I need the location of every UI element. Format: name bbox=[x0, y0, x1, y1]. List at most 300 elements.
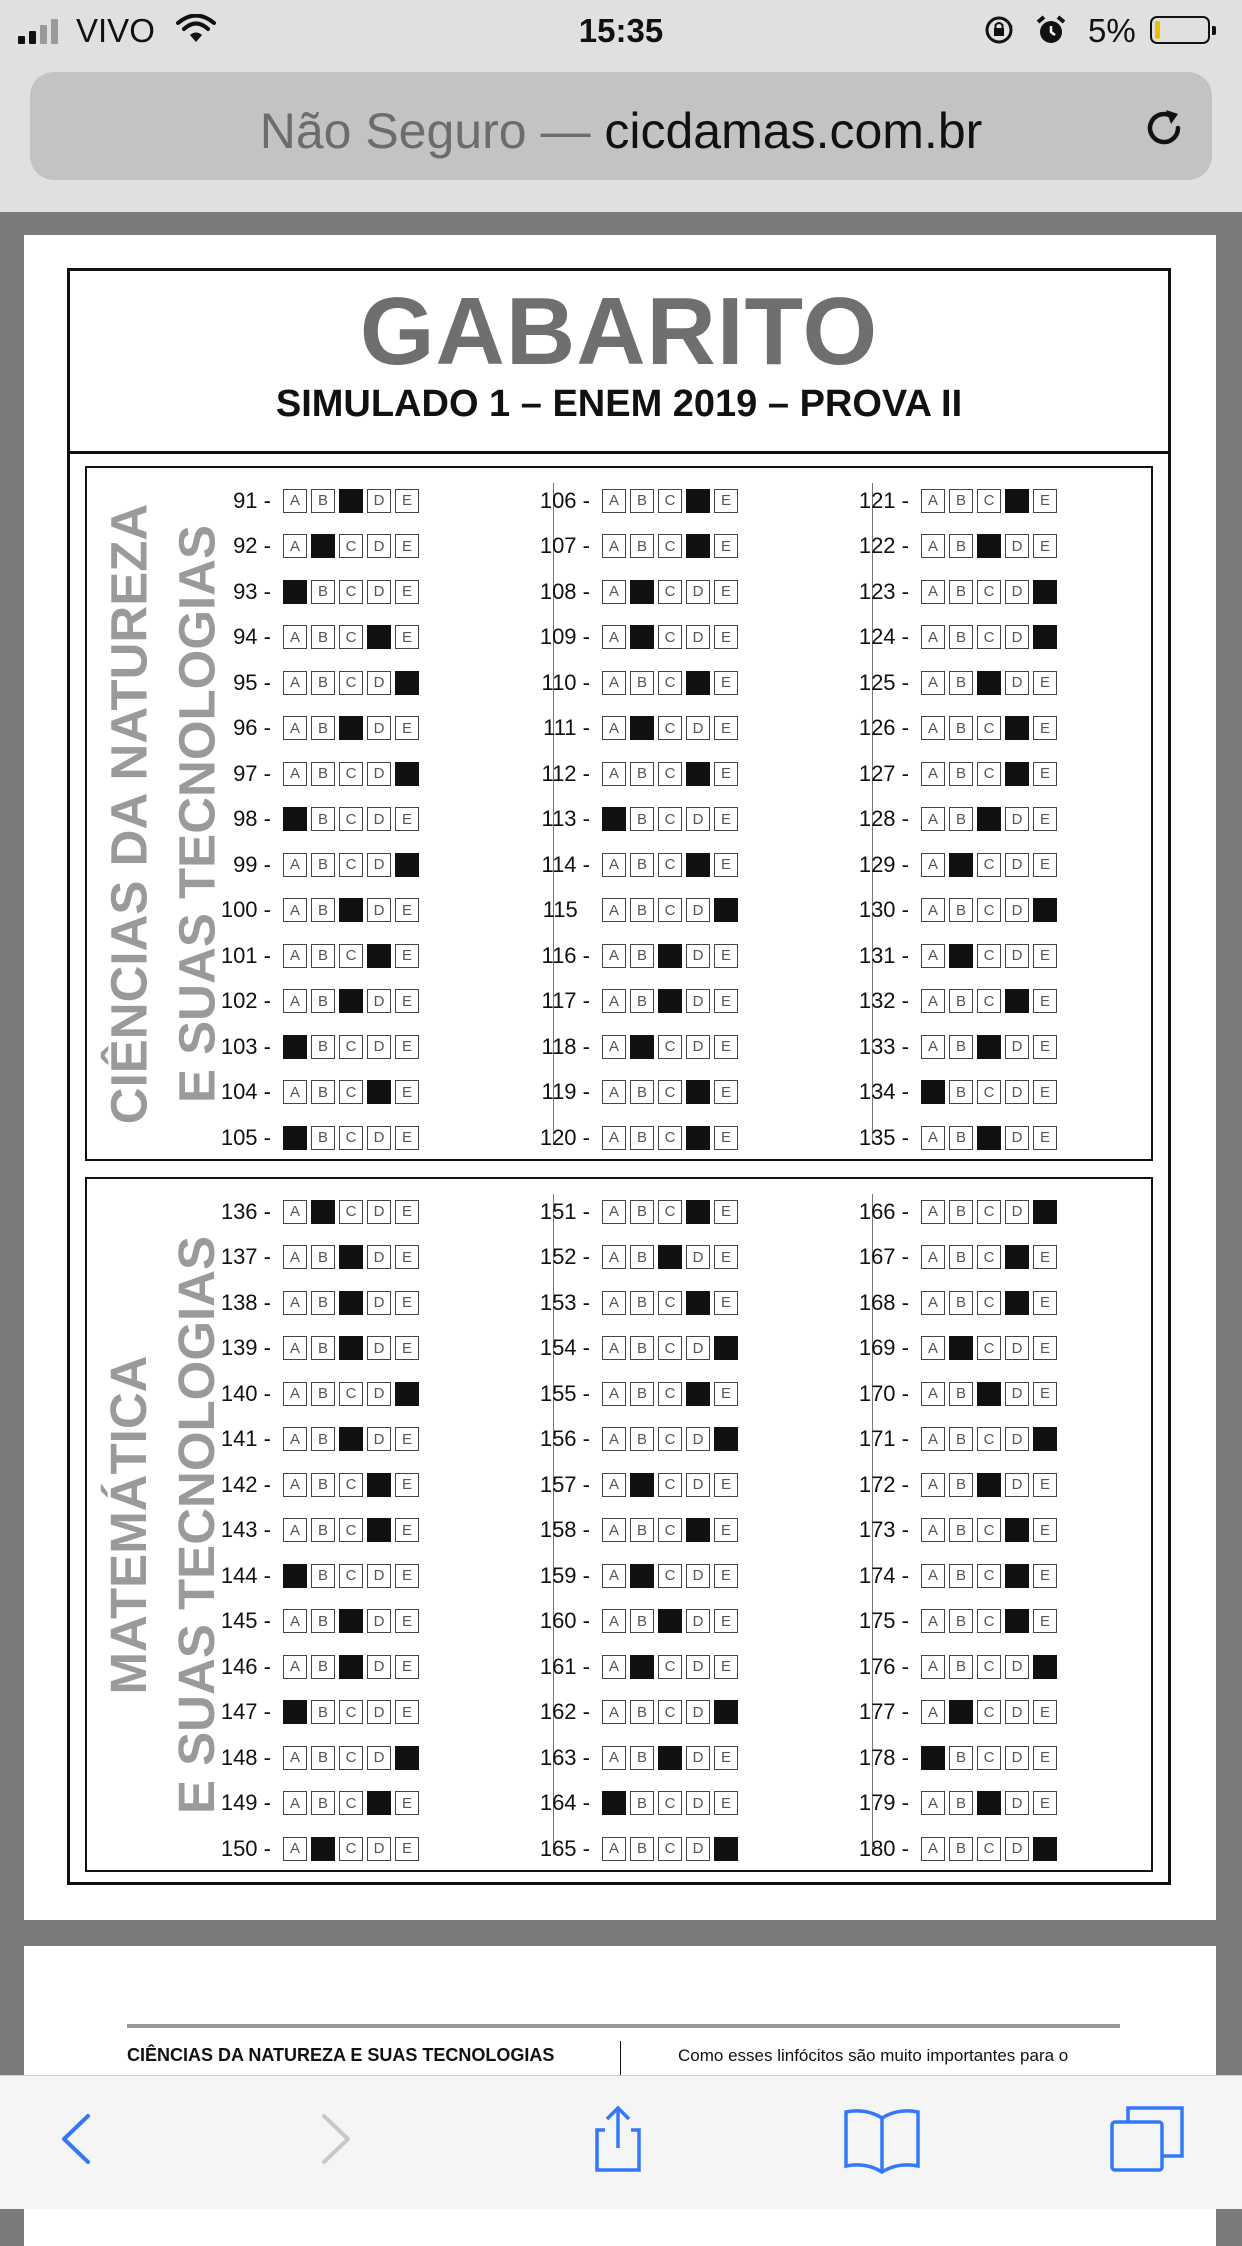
option-box-c bbox=[339, 1291, 363, 1315]
answer-row bbox=[526, 933, 826, 979]
option-box-e: E bbox=[395, 989, 419, 1013]
bookmarks-icon[interactable] bbox=[842, 2104, 922, 2174]
option-box-a: A bbox=[283, 1746, 307, 1770]
option-box-a: A bbox=[921, 1473, 945, 1497]
question-number: 93 - bbox=[207, 579, 271, 605]
document-page bbox=[24, 235, 1216, 1920]
section-natural-sciences bbox=[85, 466, 1153, 1161]
option-box-c: C bbox=[977, 580, 1001, 604]
option-box-a: A bbox=[602, 1382, 626, 1406]
option-box-d: D bbox=[1005, 1473, 1029, 1497]
option-box-b: B bbox=[311, 1291, 335, 1315]
answer-row bbox=[845, 524, 1145, 570]
option-box-a: A bbox=[921, 1427, 945, 1451]
option-box-c bbox=[977, 1126, 1001, 1150]
option-box-d bbox=[367, 625, 391, 649]
option-box-b bbox=[949, 1700, 973, 1724]
option-box-e: E bbox=[1033, 762, 1057, 786]
question-number: 108 - bbox=[526, 579, 590, 605]
answer-row bbox=[207, 569, 507, 615]
option-box-a: A bbox=[921, 1336, 945, 1360]
option-box-e: E bbox=[714, 989, 738, 1013]
tabs-icon[interactable] bbox=[1108, 2104, 1188, 2174]
answer-row bbox=[845, 933, 1145, 979]
option-box-e: E bbox=[1033, 1336, 1057, 1360]
question-number: 147 - bbox=[207, 1699, 271, 1725]
option-box-a: A bbox=[921, 1700, 945, 1724]
option-box-b: B bbox=[630, 1746, 654, 1770]
option-box-d bbox=[686, 1126, 710, 1150]
question-number: 125 - bbox=[845, 670, 909, 696]
option-box-c: C bbox=[658, 534, 682, 558]
option-box-d: D bbox=[367, 1035, 391, 1059]
option-box-c: C bbox=[339, 671, 363, 695]
option-box-a: A bbox=[921, 944, 945, 968]
option-box-a: A bbox=[602, 762, 626, 786]
option-box-d bbox=[1005, 1518, 1029, 1542]
option-box-a bbox=[283, 1035, 307, 1059]
option-box-b bbox=[630, 1473, 654, 1497]
question-column bbox=[207, 478, 507, 1161]
question-number: 94 - bbox=[207, 624, 271, 650]
option-box-a: A bbox=[283, 1655, 307, 1679]
option-box-a bbox=[283, 1126, 307, 1150]
option-box-a: A bbox=[921, 807, 945, 831]
option-box-b: B bbox=[630, 944, 654, 968]
answer-row bbox=[526, 1781, 826, 1827]
question-number: 135 - bbox=[845, 1125, 909, 1151]
option-box-d: D bbox=[686, 1837, 710, 1861]
option-box-b: B bbox=[630, 989, 654, 1013]
option-box-e: E bbox=[395, 716, 419, 740]
option-box-c: C bbox=[339, 1564, 363, 1588]
reload-icon[interactable] bbox=[1138, 102, 1190, 154]
option-box-a bbox=[602, 1791, 626, 1815]
option-box-d: D bbox=[686, 1336, 710, 1360]
answer-row bbox=[526, 706, 826, 752]
option-box-d: D bbox=[686, 989, 710, 1013]
option-box-d: D bbox=[367, 1564, 391, 1588]
option-box-e: E bbox=[395, 1609, 419, 1633]
answer-row bbox=[845, 1599, 1145, 1645]
option-box-a: A bbox=[283, 1837, 307, 1861]
address-bar[interactable] bbox=[30, 72, 1212, 180]
option-box-b: B bbox=[949, 1791, 973, 1815]
option-box-d: D bbox=[367, 1837, 391, 1861]
option-box-c: C bbox=[658, 1518, 682, 1542]
sheet-title: GABARITO bbox=[359, 278, 879, 385]
option-box-b: B bbox=[311, 1609, 335, 1633]
option-box-c: C bbox=[339, 1382, 363, 1406]
option-box-d: D bbox=[367, 1382, 391, 1406]
option-box-b: B bbox=[630, 1336, 654, 1360]
option-box-c bbox=[658, 944, 682, 968]
option-box-c: C bbox=[339, 625, 363, 649]
option-box-d bbox=[686, 489, 710, 513]
question-number: 117 - bbox=[526, 988, 590, 1014]
option-box-a: A bbox=[283, 1473, 307, 1497]
option-box-b bbox=[311, 1200, 335, 1224]
option-box-c: C bbox=[658, 1080, 682, 1104]
option-box-e: E bbox=[714, 944, 738, 968]
question-number: 96 - bbox=[207, 715, 271, 741]
option-box-a: A bbox=[921, 534, 945, 558]
option-box-c: C bbox=[658, 489, 682, 513]
question-number: 167 - bbox=[845, 1244, 909, 1270]
question-number: 171 - bbox=[845, 1426, 909, 1452]
option-box-c bbox=[339, 989, 363, 1013]
option-box-c bbox=[977, 1791, 1001, 1815]
option-box-d: D bbox=[1005, 1837, 1029, 1861]
option-box-a bbox=[921, 1080, 945, 1104]
option-box-c: C bbox=[977, 1609, 1001, 1633]
option-box-a: A bbox=[921, 1035, 945, 1059]
option-box-e bbox=[714, 1336, 738, 1360]
option-box-a: A bbox=[283, 716, 307, 740]
option-box-c: C bbox=[977, 1200, 1001, 1224]
option-box-d: D bbox=[1005, 1200, 1029, 1224]
option-box-b: B bbox=[630, 1245, 654, 1269]
option-box-d bbox=[1005, 762, 1029, 786]
question-number: 104 - bbox=[207, 1079, 271, 1105]
question-number: 148 - bbox=[207, 1745, 271, 1771]
option-box-e: E bbox=[395, 1080, 419, 1104]
option-box-c: C bbox=[977, 1518, 1001, 1542]
option-box-b: B bbox=[311, 625, 335, 649]
option-box-e: E bbox=[1033, 1473, 1057, 1497]
option-box-e: E bbox=[1033, 1700, 1057, 1724]
option-box-a: A bbox=[921, 1291, 945, 1315]
option-box-b: B bbox=[949, 1473, 973, 1497]
question-number: 168 - bbox=[845, 1290, 909, 1316]
answer-row bbox=[207, 933, 507, 979]
option-box-b: B bbox=[311, 1382, 335, 1406]
option-box-d: D bbox=[1005, 1791, 1029, 1815]
option-box-b: B bbox=[949, 989, 973, 1013]
option-box-a: A bbox=[921, 1655, 945, 1679]
question-number: 140 - bbox=[207, 1381, 271, 1407]
question-number: 170 - bbox=[845, 1381, 909, 1407]
option-box-d bbox=[367, 944, 391, 968]
option-box-a: A bbox=[283, 534, 307, 558]
option-box-c: C bbox=[658, 1035, 682, 1059]
option-box-c: C bbox=[339, 807, 363, 831]
question-number: 100 - bbox=[207, 897, 271, 923]
option-box-a: A bbox=[283, 944, 307, 968]
option-box-c: C bbox=[658, 1200, 682, 1224]
option-box-c: C bbox=[977, 898, 1001, 922]
option-box-b: B bbox=[311, 1518, 335, 1542]
option-box-c: C bbox=[658, 1336, 682, 1360]
question-number: 132 - bbox=[845, 988, 909, 1014]
question-number: 143 - bbox=[207, 1517, 271, 1543]
option-box-b: B bbox=[311, 671, 335, 695]
option-box-b: B bbox=[949, 1200, 973, 1224]
question-number: 156 - bbox=[526, 1426, 590, 1452]
option-box-a bbox=[921, 1746, 945, 1770]
question-number: 155 - bbox=[526, 1381, 590, 1407]
option-box-d: D bbox=[686, 1564, 710, 1588]
question-number: 126 - bbox=[845, 715, 909, 741]
option-box-b: B bbox=[949, 1245, 973, 1269]
option-box-a: A bbox=[921, 1200, 945, 1224]
option-box-d bbox=[1005, 1245, 1029, 1269]
option-box-b: B bbox=[949, 1080, 973, 1104]
option-box-b bbox=[630, 1035, 654, 1059]
question-number: 107 - bbox=[526, 533, 590, 559]
option-box-e: E bbox=[1033, 989, 1057, 1013]
answer-row bbox=[526, 1280, 826, 1326]
browser-header bbox=[0, 62, 1242, 212]
option-box-b: B bbox=[311, 989, 335, 1013]
option-box-b: B bbox=[311, 853, 335, 877]
question-number: 161 - bbox=[526, 1654, 590, 1680]
share-icon[interactable] bbox=[583, 2104, 653, 2174]
option-box-d: D bbox=[1005, 1655, 1029, 1679]
answer-row bbox=[845, 1644, 1145, 1690]
option-box-c: C bbox=[339, 944, 363, 968]
sheet-subtitle: SIMULADO 1 – ENEM 2019 – PROVA II bbox=[275, 383, 963, 425]
option-box-c: C bbox=[658, 1126, 682, 1150]
answer-row bbox=[845, 1508, 1145, 1554]
browser-toolbar bbox=[0, 2075, 1242, 2209]
back-icon[interactable] bbox=[44, 2104, 114, 2174]
option-box-c: C bbox=[977, 1564, 1001, 1588]
option-box-c: C bbox=[339, 1837, 363, 1861]
option-box-a: A bbox=[283, 1291, 307, 1315]
option-box-d: D bbox=[1005, 534, 1029, 558]
question-number: 106 - bbox=[526, 488, 590, 514]
option-box-d: D bbox=[686, 1035, 710, 1059]
option-box-d: D bbox=[686, 1473, 710, 1497]
option-box-a: A bbox=[602, 1080, 626, 1104]
option-box-b: B bbox=[630, 1291, 654, 1315]
option-box-b: B bbox=[949, 1035, 973, 1059]
question-number: 134 - bbox=[845, 1079, 909, 1105]
question-number: 174 - bbox=[845, 1563, 909, 1589]
option-box-d: D bbox=[686, 1655, 710, 1679]
option-box-b: B bbox=[630, 671, 654, 695]
answer-row bbox=[526, 842, 826, 888]
question-number: 152 - bbox=[526, 1244, 590, 1270]
option-box-d: D bbox=[367, 1746, 391, 1770]
option-box-b: B bbox=[311, 807, 335, 831]
option-box-e: E bbox=[714, 1126, 738, 1150]
question-number: 142 - bbox=[207, 1472, 271, 1498]
question-number: 97 - bbox=[207, 761, 271, 787]
option-box-e: E bbox=[1033, 1518, 1057, 1542]
option-box-e: E bbox=[395, 489, 419, 513]
answer-row bbox=[845, 842, 1145, 888]
question-number: 175 - bbox=[845, 1608, 909, 1634]
question-number: 95 - bbox=[207, 670, 271, 696]
option-box-e: E bbox=[1033, 1126, 1057, 1150]
option-box-e: E bbox=[395, 1035, 419, 1059]
option-box-c bbox=[977, 671, 1001, 695]
option-box-e: E bbox=[1033, 1791, 1057, 1815]
option-box-d: D bbox=[686, 807, 710, 831]
option-box-e: E bbox=[714, 1291, 738, 1315]
option-box-d: D bbox=[686, 716, 710, 740]
option-box-c: C bbox=[977, 1837, 1001, 1861]
option-box-d: D bbox=[367, 1200, 391, 1224]
option-box-e: E bbox=[1033, 944, 1057, 968]
answer-row bbox=[526, 1417, 826, 1463]
option-box-d bbox=[367, 1080, 391, 1104]
option-box-b: B bbox=[949, 580, 973, 604]
option-box-a: A bbox=[602, 1564, 626, 1588]
option-box-d bbox=[686, 1080, 710, 1104]
forward-icon[interactable] bbox=[298, 2104, 368, 2174]
option-box-e: E bbox=[395, 1837, 419, 1861]
option-box-b: B bbox=[949, 1427, 973, 1451]
option-box-b: B bbox=[630, 1427, 654, 1451]
option-box-e: E bbox=[395, 625, 419, 649]
option-box-a: A bbox=[602, 625, 626, 649]
page-rule bbox=[127, 2024, 1120, 2028]
security-label: Não Seguro bbox=[259, 103, 527, 159]
answer-row bbox=[845, 1826, 1145, 1872]
option-box-a: A bbox=[921, 1791, 945, 1815]
question-column bbox=[526, 1189, 826, 1872]
option-box-d: D bbox=[367, 1700, 391, 1724]
option-box-e: E bbox=[714, 807, 738, 831]
option-box-a: A bbox=[921, 1126, 945, 1150]
option-box-c: C bbox=[658, 1564, 682, 1588]
option-box-e: E bbox=[714, 625, 738, 649]
option-box-c: C bbox=[339, 853, 363, 877]
option-box-c bbox=[339, 1609, 363, 1633]
option-box-c: C bbox=[658, 853, 682, 877]
option-box-e: E bbox=[714, 1609, 738, 1633]
option-box-a: A bbox=[602, 1746, 626, 1770]
option-box-a bbox=[283, 1564, 307, 1588]
option-box-d: D bbox=[686, 1746, 710, 1770]
option-box-b: B bbox=[630, 807, 654, 831]
option-box-e bbox=[714, 898, 738, 922]
answer-row bbox=[845, 979, 1145, 1025]
answer-row bbox=[207, 1024, 507, 1070]
option-box-a: A bbox=[283, 1382, 307, 1406]
answer-row bbox=[526, 1189, 826, 1235]
option-box-a: A bbox=[921, 1382, 945, 1406]
answer-row bbox=[207, 1690, 507, 1736]
option-box-e: E bbox=[714, 716, 738, 740]
answer-row bbox=[845, 1690, 1145, 1736]
body-text: Como esses linfócitos são muito importantes para o bbox=[678, 2046, 1069, 2065]
option-box-c bbox=[977, 1035, 1001, 1059]
option-box-e: E bbox=[1033, 489, 1057, 513]
question-number: 133 - bbox=[845, 1034, 909, 1060]
option-box-e: E bbox=[395, 534, 419, 558]
option-box-c: C bbox=[977, 989, 1001, 1013]
option-box-d: D bbox=[367, 807, 391, 831]
answer-row bbox=[526, 1235, 826, 1281]
option-box-e: E bbox=[395, 1473, 419, 1497]
option-box-d bbox=[686, 1382, 710, 1406]
option-box-a: A bbox=[602, 489, 626, 513]
question-number: 113 - bbox=[526, 806, 590, 832]
option-box-d: D bbox=[367, 1427, 391, 1451]
option-box-a: A bbox=[921, 1518, 945, 1542]
option-box-b: B bbox=[630, 1837, 654, 1861]
option-box-b: B bbox=[311, 489, 335, 513]
option-box-b: B bbox=[630, 853, 654, 877]
question-number: 144 - bbox=[207, 1563, 271, 1589]
answer-row bbox=[207, 1115, 507, 1161]
option-box-d bbox=[1005, 716, 1029, 740]
option-box-d: D bbox=[367, 989, 391, 1013]
option-box-c bbox=[658, 1245, 682, 1269]
answer-row bbox=[207, 615, 507, 661]
answer-row bbox=[845, 615, 1145, 661]
option-box-a: A bbox=[921, 671, 945, 695]
option-box-c: C bbox=[977, 853, 1001, 877]
question-number: 127 - bbox=[845, 761, 909, 787]
question-number: 146 - bbox=[207, 1654, 271, 1680]
option-box-b bbox=[311, 1837, 335, 1861]
option-box-e: E bbox=[395, 1564, 419, 1588]
option-box-e: E bbox=[395, 1200, 419, 1224]
option-box-d: D bbox=[1005, 625, 1029, 649]
answer-row bbox=[526, 1508, 826, 1554]
option-box-c: C bbox=[658, 1382, 682, 1406]
question-number: 109 - bbox=[526, 624, 590, 650]
option-box-d: D bbox=[367, 1609, 391, 1633]
answer-row bbox=[207, 1508, 507, 1554]
option-box-a: A bbox=[602, 1035, 626, 1059]
option-box-d bbox=[367, 1791, 391, 1815]
option-box-a: A bbox=[283, 1427, 307, 1451]
address-text[interactable] bbox=[30, 102, 1212, 160]
option-box-d: D bbox=[1005, 671, 1029, 695]
option-box-b: B bbox=[949, 1126, 973, 1150]
option-box-c: C bbox=[658, 1655, 682, 1679]
answer-row bbox=[526, 1553, 826, 1599]
option-box-a: A bbox=[283, 625, 307, 649]
option-box-e: E bbox=[714, 762, 738, 786]
answer-row bbox=[207, 1599, 507, 1645]
option-box-d: D bbox=[1005, 807, 1029, 831]
answer-row bbox=[207, 1189, 507, 1235]
option-box-c: C bbox=[339, 1518, 363, 1542]
option-box-e: E bbox=[395, 807, 419, 831]
answer-row bbox=[207, 524, 507, 570]
option-box-b: B bbox=[630, 762, 654, 786]
option-box-b: B bbox=[311, 580, 335, 604]
option-box-d bbox=[1005, 1564, 1029, 1588]
option-box-c: C bbox=[339, 1746, 363, 1770]
option-box-d: D bbox=[367, 898, 391, 922]
question-number: 153 - bbox=[526, 1290, 590, 1316]
question-number: 158 - bbox=[526, 1517, 590, 1543]
option-box-b: B bbox=[949, 671, 973, 695]
option-box-e: E bbox=[714, 1518, 738, 1542]
answer-row bbox=[526, 1462, 826, 1508]
option-box-c: C bbox=[658, 1791, 682, 1815]
option-box-e: E bbox=[714, 1655, 738, 1679]
question-number: 130 - bbox=[845, 897, 909, 923]
option-box-e: E bbox=[1033, 1291, 1057, 1315]
option-box-d bbox=[686, 671, 710, 695]
answer-row bbox=[526, 478, 826, 524]
option-box-b: B bbox=[630, 1382, 654, 1406]
option-box-c bbox=[339, 898, 363, 922]
answer-row bbox=[526, 1024, 826, 1070]
option-box-d bbox=[686, 1200, 710, 1224]
option-box-a: A bbox=[921, 1837, 945, 1861]
option-box-d: D bbox=[1005, 853, 1029, 877]
